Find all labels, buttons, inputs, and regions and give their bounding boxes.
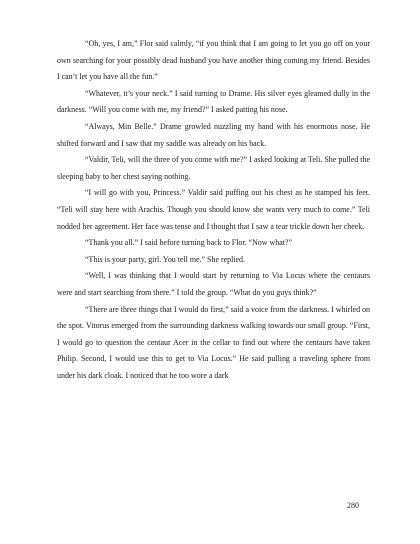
page-body-text [57,36,370,384]
page-number: 280 [347,501,359,510]
paragraph: “Valdir, Teli, will the three of you come with me?” I asked looking at Teli. She pulled the sleeping baby to her chest saying nothing. [57,155,370,181]
paragraph: “Whatever, it’s your neck.” I said turning to Drame. His silver eyes gleamed dully in the darkness. “Will you come with me, my friend?” I asked patting his nose. [57,88,370,115]
paragraph: “Always, Min Belle.” Drame growled nuzzling my hand with his enormous nose. He shifted forward and I saw that my saddle was already on his back. [57,121,370,148]
paragraph: “Thank you all.” I said before turning back to Flor. “Now what?” [85,238,292,248]
paragraph: “I will go with you, Princess.” Valdir said puffing out his chest as he stamped his feet. “Teli will stay here with Arachis. Though you should know she wants very much to come.” Teli nodded her agreement. Her face was tense and I thought that I saw a tear trickle down her cheek. [57,188,370,231]
paragraph: “This is your party, girl. You tell me.” She replied. [85,254,245,264]
paragraph: “There are three things that I would do first,” said a voice from the darkness. I whirled on the spot. Vitorus emerged from the surrounding darkness walking towards our small group. “First, I would go to question the centaur Acer in the cellar to find out where the centaurs have taken Philip. Second, I would use this to get to Via Locus.” He said pulling a traveling sphere from under his dark cloak. I noticed that he too wore a dark [57,304,370,380]
paragraph: “Well, I was thinking that I would start by returning to Via Locus where the centaurs were and start searching from there.” I told the group. “What do you guys think?” [57,271,370,297]
paragraph: “Oh, yes, I am,” Flor said calmly, “if you think that I am going to let you go off on your own searching for your possibly dead husband you have another thing coming my friend. Besides I can’t let you have all the fun.” [57,39,370,82]
